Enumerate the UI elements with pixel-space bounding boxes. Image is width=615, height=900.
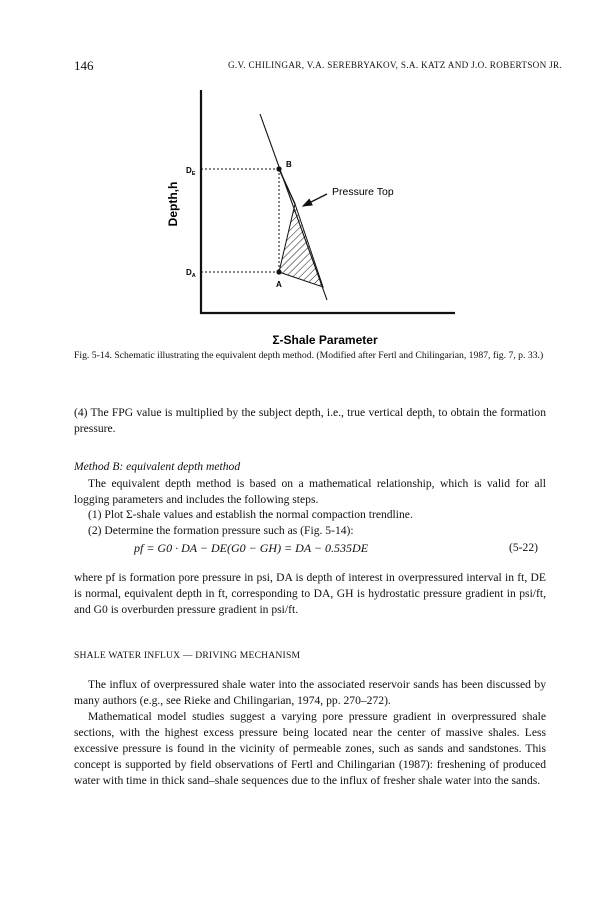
point-a-marker xyxy=(276,269,281,274)
paragraph-step-4: (4) The FPG value is multiplied by the subject depth, i.e., true vertical depth, to obtain the formation pressure. xyxy=(74,406,546,435)
paragraph-influx: The influx of overpressured shale water into the associated reservoir sands has been discussed by many authors (e.g., see Rieke and Chilingarian, 1974, pp. 270–272). xyxy=(74,678,546,707)
step-2: (2) Determine the formation pressure such as (Fig. 5-14): xyxy=(88,524,354,537)
pressure-top-arrow xyxy=(303,194,327,206)
y-axis-label: Depth,h xyxy=(166,181,180,227)
x-axis-label: Σ-Shale Parameter xyxy=(272,333,378,347)
da-label: $D_A$ xyxy=(186,268,196,279)
de-label: $D_E$ xyxy=(186,166,196,177)
point-b-label: B xyxy=(286,160,292,169)
figure-caption: Fig. 5-14. Schematic illustrating the equivalent depth method. (Modified after Fertl and Chilingarian, 1987, fig. 7, p. 33.) xyxy=(74,350,544,361)
pressure-top-label: Pressure Top xyxy=(332,186,394,198)
method-b-intro: The equivalent depth method is based on a mathematical relationship, which is valid for all logging parameters and includes the following steps. xyxy=(74,477,546,506)
equation-number: (5-22) xyxy=(509,541,538,554)
point-b-marker xyxy=(276,166,281,171)
overpressure-curve xyxy=(279,169,295,204)
page-number: 146 xyxy=(74,58,94,73)
step-1: (1) Plot Σ-shale values and establish the normal compaction trendline. xyxy=(88,508,413,521)
where-paragraph: where pf is formation pore pressure in psi, DA is depth of interest in overpressured interval in ft, DE is normal, equivalent depth in ft, corresponding to DA, GH is hydrostatic pressure gradient in psi/ft, and G0 is overburden pressure gradient in psi/ft. xyxy=(74,571,546,616)
equation-5-22: pf = G0 · DA − DE(G0 − GH) = DA − 0.535DE xyxy=(134,541,369,555)
overpressure-hatched-zone xyxy=(279,204,323,287)
running-head: G.V. CHILINGAR, V.A. SEREBRYAKOV, S.A. KATZ AND J.O. ROBERTSON JR. xyxy=(228,60,563,70)
point-a-label: A xyxy=(276,280,282,289)
section-heading: SHALE WATER INFLUX — DRIVING MECHANISM xyxy=(74,650,301,661)
paragraph-models: Mathematical model studies suggest a varying pore pressure gradient in overpressured shale sections, with the highest excess pressure being located near the center of massive shales. Less excessive pressure is found in the vicinity of permeable zones, such as sands and sandstones. This concept is supported by field observations of Fertl and Chilingarian (1987): freshening of produced water with time in thick sand–shale sequences due to the influx of fresher shale water into the sands. xyxy=(74,710,546,787)
method-b-heading: Method B: equivalent depth method xyxy=(74,460,241,473)
figure-equivalent-depth xyxy=(155,82,465,352)
